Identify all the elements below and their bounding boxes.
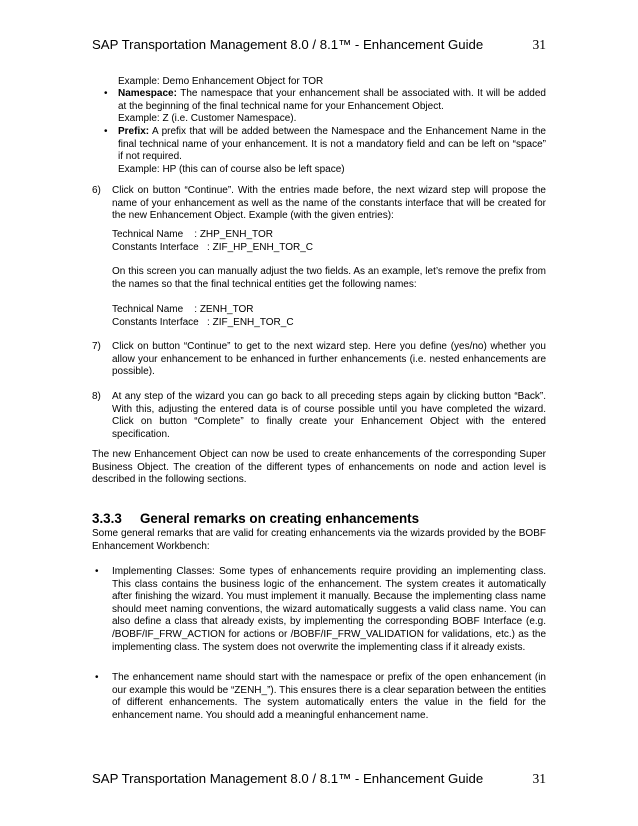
namespace-item bbox=[118, 88, 546, 126]
step-8-text: At any step of the wizard you can go back to all preceding steps again by clicking button “Back”. With this, adjusting the entered data is of course possible until you have completed the wizard. Click on button “Complete” to finally create your Enhancement Object with the entered specification. bbox=[112, 391, 546, 440]
page-header bbox=[92, 37, 546, 53]
step-6-technical-name-adjusted: Technical Name : ZENH_TOR bbox=[112, 304, 254, 315]
page-footer bbox=[92, 771, 546, 787]
header-page-number: 31 bbox=[532, 37, 546, 52]
step-7-number: 7) bbox=[92, 341, 101, 352]
step-6-adjust-text: On this screen you can manually adjust the two fields. As an example, let’s remove the prefix from the names so that the final technical entities get the following names: bbox=[112, 266, 546, 290]
bullet-icon: • bbox=[104, 88, 108, 99]
bullet-icon: • bbox=[104, 126, 108, 137]
step-6-constants-interface-adjusted: Constants Interface : ZIF_ENH_TOR_C bbox=[112, 317, 294, 328]
bullet-icon: • bbox=[95, 566, 99, 577]
remark-enhancement-name: The enhancement name should start with the namespace or prefix of the open enhancement (in our example this would be “ZENH_”). This ensures there is a clear separation between the entities of different enhancements. The system automatically enters the value in the field for the enhancement name. You should add a meaningful enhancement name. bbox=[112, 672, 546, 721]
example-enhancement-object: Example: Demo Enhancement Object for TOR bbox=[118, 76, 324, 87]
remark-implementing-classes: Implementing Classes: Some types of enhancements require providing an implementing class. This class contains the business logic of the enhancement. The system creates it automatically after finishing the wizard. You must implement it manually. Because the implementing class name should meet naming conventions, the wizard automatically suggests a valid class name. You can also define a class that already exists, by implementing the corresponding BOBF Interface (e.g. /BOBF/IF_FRW_ACTION for actions or /BOBF/IF_FRW_VALIDATION for validations, etc.) as the implementing class. The system does not overwrite the implementing class if it already exists. bbox=[112, 566, 546, 653]
namespace-text: The namespace that your enhancement shall be associated with. It will be added at the beginning of the final technical name for your Enhancement Object. bbox=[118, 88, 546, 112]
section-heading bbox=[92, 511, 419, 527]
step-7-text: Click on button “Continue” to get to the next wizard step. Here you define (yes/no) whether you allow your enhancement to be enhanced in further enhancements (i.e. nested enhancements are possible). bbox=[112, 341, 546, 378]
header-title: SAP Transportation Management 8.0 / 8.1™ - Enhancement Guide bbox=[92, 37, 484, 52]
footer-title: SAP Transportation Management 8.0 / 8.1™ - Enhancement Guide bbox=[92, 771, 484, 786]
section-number: 3.3.3 bbox=[92, 511, 122, 526]
step-8-number: 8) bbox=[92, 391, 101, 402]
step-6-technical-name: Technical Name : ZHP_ENH_TOR bbox=[112, 229, 273, 240]
section-title: General remarks on creating enhancements bbox=[140, 511, 420, 526]
footer-page-number: 31 bbox=[532, 771, 546, 786]
step-6-number: 6) bbox=[92, 185, 101, 196]
namespace-example: Example: Z (i.e. Customer Namespace). bbox=[118, 113, 297, 125]
step-6-text: Click on button “Continue”. With the entries made before, the next wizard step will propose the name of your enhancement as well as the name of the constants interface that will be created for the new Enhancement Object. Example (with the given entries): bbox=[112, 185, 546, 222]
prefix-item bbox=[118, 126, 546, 176]
prefix-text: A prefix that will be added between the Namespace and the Enhancement Name in the final technical name of your enhancement. It is not a mandatory field and can be left on “space” if not required. bbox=[118, 126, 546, 163]
prefix-label: Prefix: bbox=[118, 126, 150, 137]
section-intro: Some general remarks that are valid for creating enhancements via the wizards provided by the BOBF Enhancement Workbench: bbox=[92, 528, 546, 552]
prefix-example: Example: HP (this can of course also be left space) bbox=[118, 163, 345, 175]
bullet-icon: • bbox=[95, 672, 99, 683]
step-6-constants-interface: Constants Interface : ZIF_HP_ENH_TOR_C bbox=[112, 242, 314, 253]
namespace-label: Namespace: bbox=[118, 88, 177, 99]
new-enhancement-paragraph: The new Enhancement Object can now be used to create enhancements of the corresponding Super Business Object. The creation of the different types of enhancements on node and action level is described in the following sections. bbox=[92, 449, 546, 486]
